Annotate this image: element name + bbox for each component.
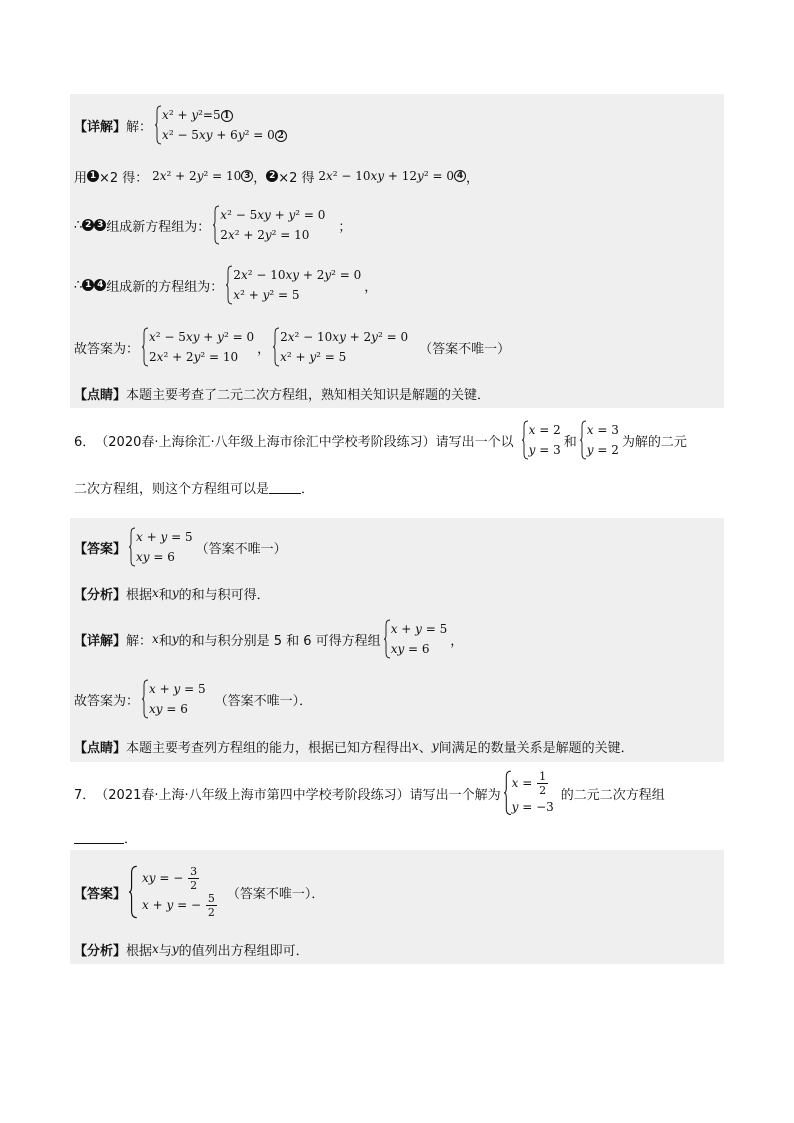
xiangjie-label: 【详解】 [74,633,127,649]
q6-gu-daan-system: x + y = 5 xy = 6 [142,679,206,719]
left-brace-icon [142,327,149,367]
answer-blank [74,831,124,844]
circled-mark-2: 2 [275,130,287,142]
daan-label: 【答案】 [74,886,127,902]
q6-gu-daan-row: 故答案为： x + y = 5 xy = 6 （答案不唯一）． [70,668,724,730]
q7-question-row: 7． （2021春·上海·八年级上海市第四中学校考阶段练习）请写出一个解为 x = $\frac{1}{2}$ y = −3 的二元二次方程组 [70,762,724,824]
left-brace-icon [129,865,138,919]
q6-answer-row: 【答案】 x + y = 5 xy = 6 （答案不唯一） [70,518,724,576]
q6-fenxi-row: 【分析】 根据 x 和 y 的和与积可得． [70,576,724,610]
q5-system-given: x² + y²=5 1 x² − 5xy + 6y² = 0 2 [155,105,287,145]
left-brace-icon [384,619,391,659]
q6-solution-1: x = 2 y = 3 [522,420,561,460]
left-brace-icon [129,527,136,567]
circled-mark-4: 4 [454,170,466,182]
q7-solution-system: x = $\frac{1}{2}$ y = −3 [504,770,554,816]
circled-mark-2: 2 [266,170,278,182]
q5-answer-system-1: x² − 5xy + y² = 0 2x² + 2y² = 10 [142,327,254,367]
q5-jie: 解： [126,119,153,135]
dianjing-label: 【点睛】 [74,387,127,403]
circled-mark-1: 1 [82,279,94,291]
q5-xiangjie-row [70,94,724,156]
q6-answer-system: x + y = 5 xy = 6 [129,527,193,567]
answer-blank [269,481,301,494]
document-page [70,94,724,964]
q5-system-new-2: 2x² − 10xy + 2y² = 0 x² + y² = 5 [226,265,361,305]
q6-xiangjie-system: x + y = 5 xy = 6 [384,619,448,659]
circled-mark-3: 3 [241,170,253,182]
q6-solution-2: x = 3 y = 2 [580,420,619,460]
left-brace-icon [213,205,220,245]
q6-dianjing-row: 【点睛】 本题主要考查列方程组的能力，根据已知方程得出 x 、 y 间满足的数量关系是解题的关键． [70,730,724,762]
fenxi-label: 【分析】 [74,587,127,603]
circled-mark-3: 3 [94,219,106,231]
left-brace-icon [504,770,512,816]
left-brace-icon [155,105,162,145]
circled-mark-1: 1 [87,170,99,182]
q5-answer-system-2: 2x² − 10xy + 2y² = 0 x² + y² = 5 [273,327,408,367]
q5-new-system-2-row: ∴ 1 4 组成新的方程组为： 2x² − 10xy + 2y² = 0 x² + y² = 5 ， [70,254,724,316]
q5-new-system-1-row: ∴ 2 3 组成新方程组为： x² − 5xy + y² = 0 2x² + 2y² = 10 ； [70,196,724,254]
q5-answer-row: 故答案为： x² − 5xy + y² = 0 2x² + 2y² = 10 ， 2x² − 10xy + 2y² = 0 x² + y² = 5 （答案不唯一） [70,316,724,378]
q7-answer-system: xy = − $\frac{3}{2}$ x + y = − $\frac{5}{2}$ [129,865,218,919]
xiangjie-label: 【详解】 [74,119,127,135]
q7-question-line2: ． [70,824,724,850]
circled-mark-1: 1 [221,110,233,122]
left-brace-icon [580,420,587,460]
q6-number: 6． [74,434,96,450]
q7-fenxi-row: 【分析】 根据 x 与 y 的值列出方程组即可． [70,934,724,964]
left-brace-icon [522,420,529,460]
q5-dianjing-row: 【点睛】 本题主要考查了二元二次方程组，熟知相关知识是解题的关键． [70,378,724,408]
q5-step-row: 用 1 ×2 得： 2x² + 2y² = 10 3 ， 2 ×2 得 2x² − 10xy + 12y² = 0 4 ， [70,156,724,196]
q5-system-new-1: x² − 5xy + y² = 0 2x² + 2y² = 10 [213,205,325,245]
daan-label: 【答案】 [74,541,127,557]
q6-xiangjie-row: 【详解】 解： x 和 y 的和与积分别是 5 和 6 可得方程组 x + y = 5 xy = 6 ， [70,610,724,668]
left-brace-icon [142,679,149,719]
fenxi-label: 【分析】 [74,943,127,959]
q7-answer-row: 【答案】 xy = − $\frac{3}{2}$ x + y = − $\frac{5}{2}$ （答案不唯一）． [70,850,724,934]
dianjing-label: 【点睛】 [74,740,127,756]
q6-question-line2: 二次方程组，则这个方程组可以是 ． [74,481,315,497]
left-brace-icon [273,327,280,367]
q7-source: （2021春·上海·八年级上海市第四中学校考阶段练习）请写出一个解为 [95,787,501,803]
q6-source: （2020春·上海徐汇·八年级上海市徐汇中学校考阶段练习）请写出一个以 [95,434,514,450]
left-brace-icon [226,265,233,305]
q7-number: 7． [74,787,96,803]
circled-mark-2: 2 [82,219,94,231]
circled-mark-4: 4 [94,279,106,291]
q6-question-row: 6． （2020春·上海徐汇·八年级上海市徐汇中学校考阶段练习）请写出一个以 x = 2 y = 3 和 x = 3 y = 2 为解的二元 [70,408,724,472]
